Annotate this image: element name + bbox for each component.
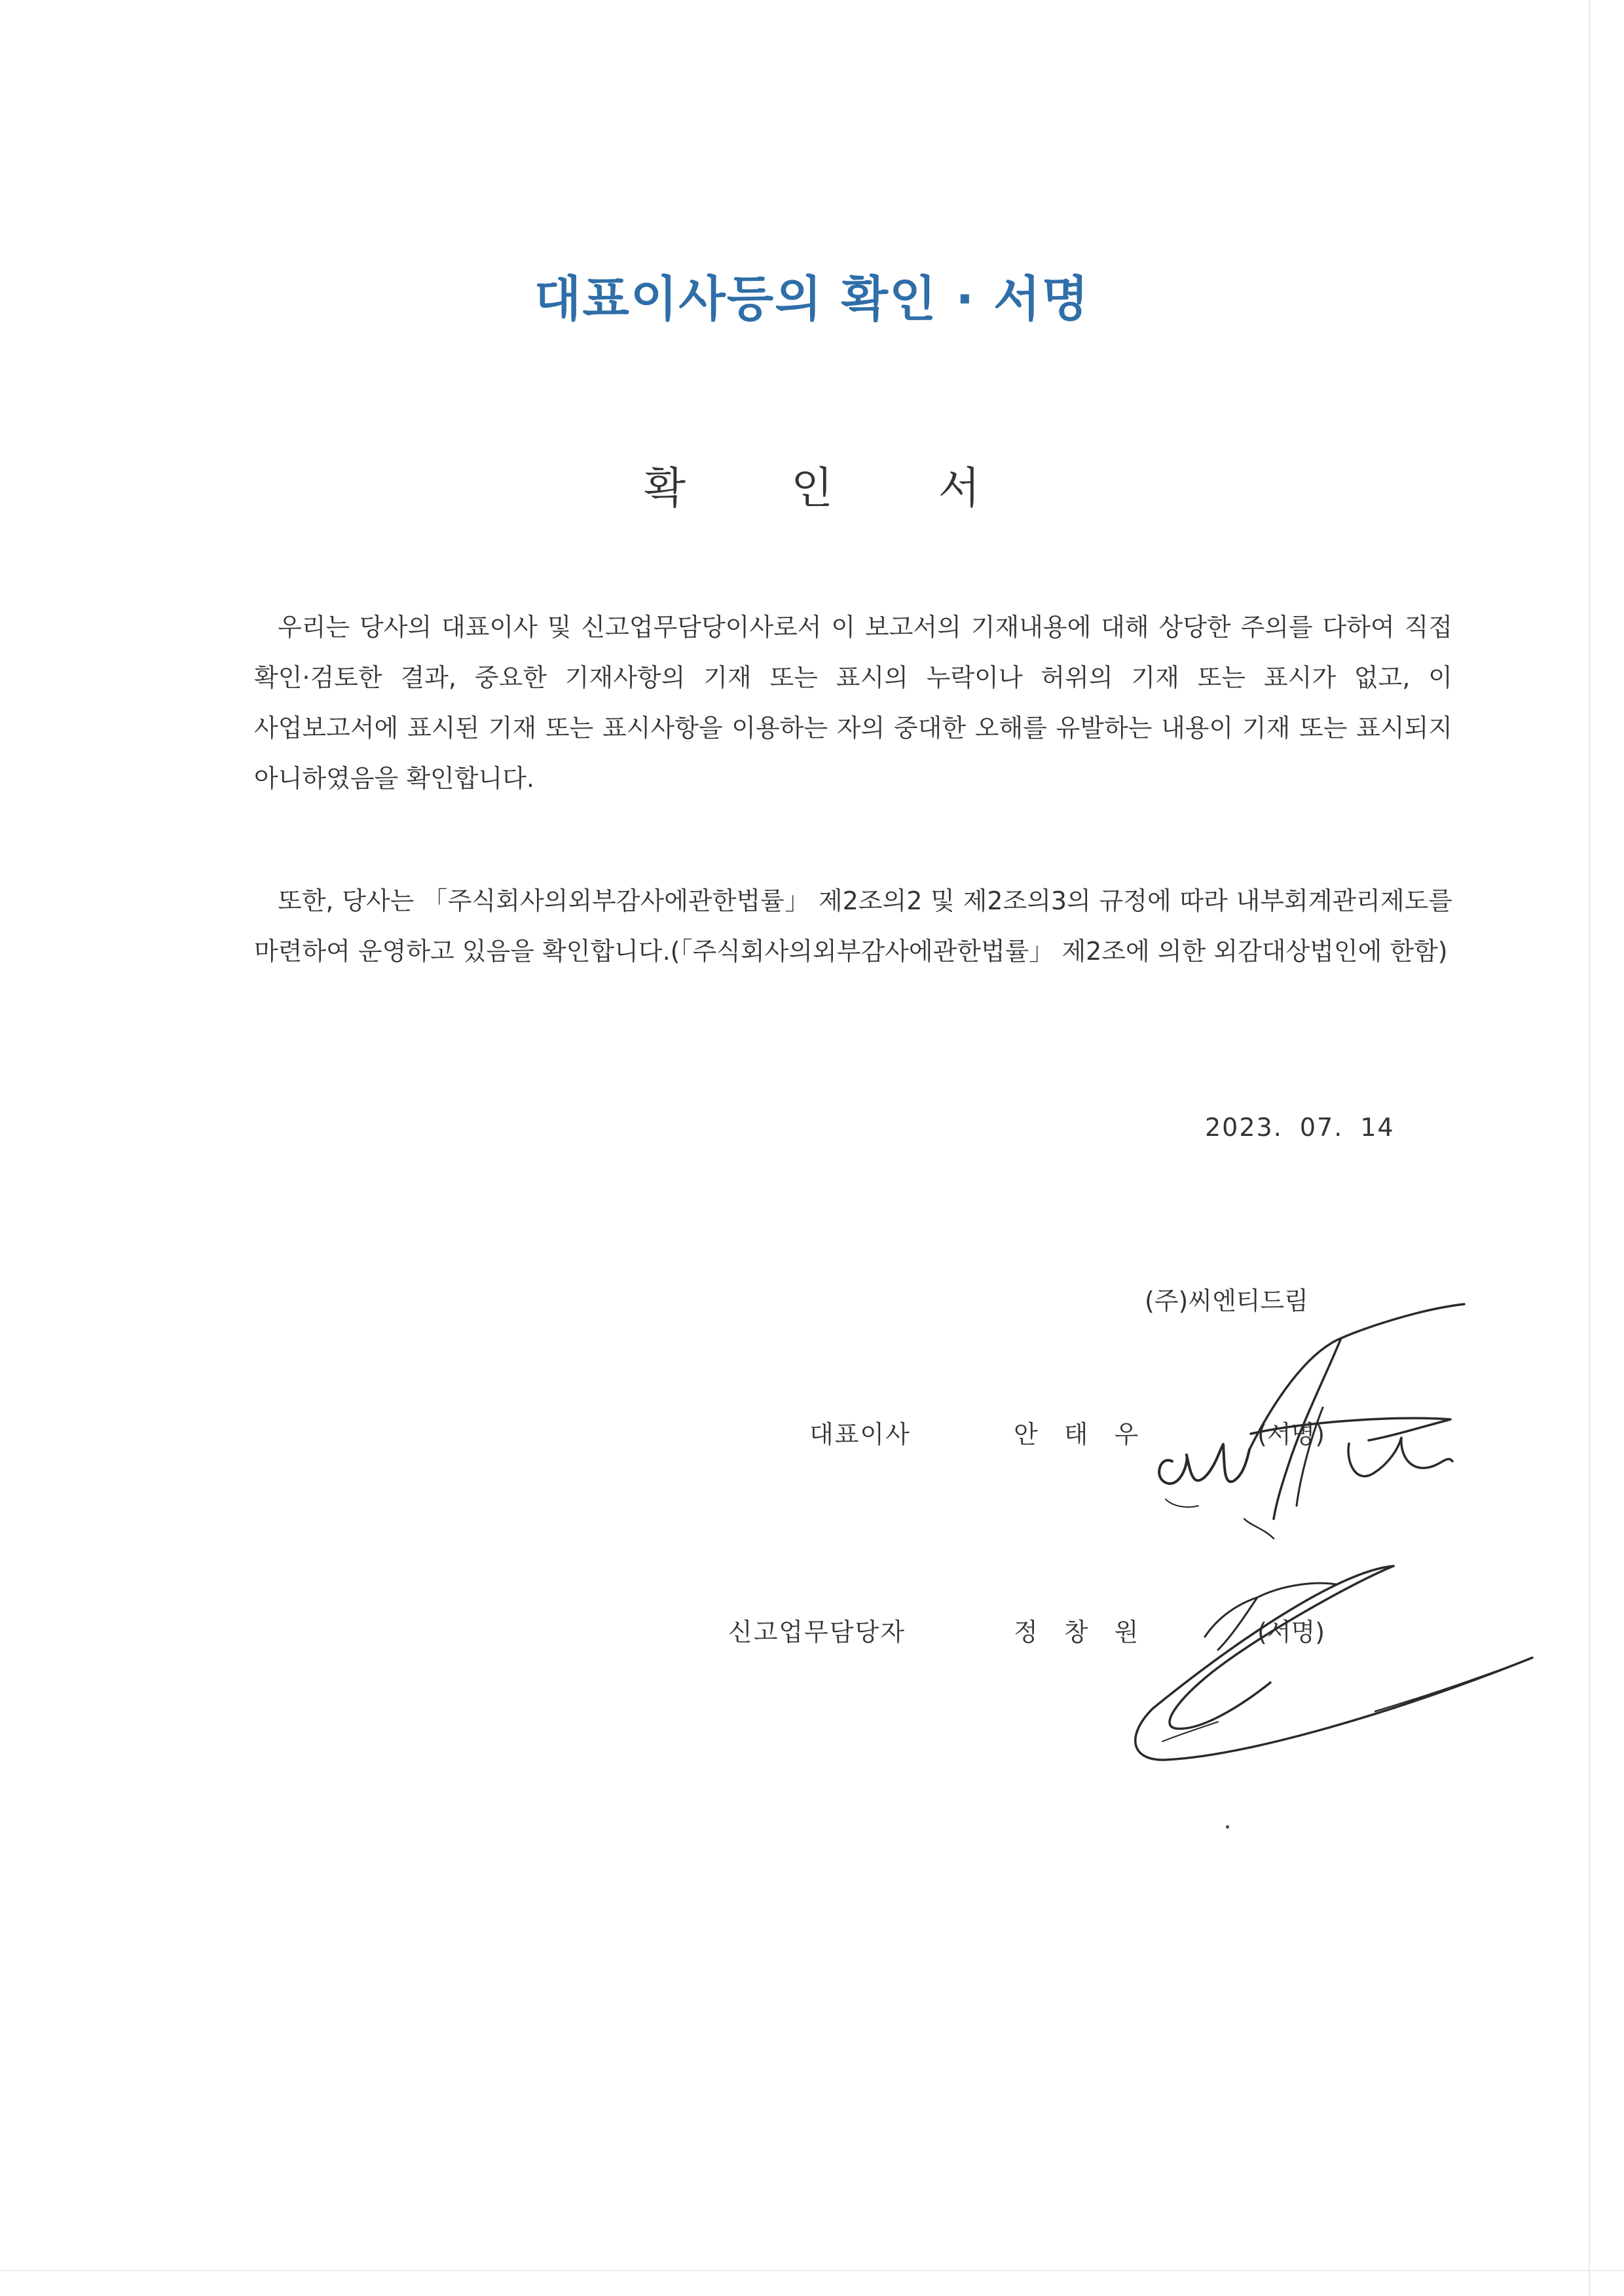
signature-label-ceo: (서명) bbox=[1257, 1420, 1325, 1449]
confirmation-paragraph-1: 우리는 당사의 대표이사 및 신고업무담당이사로서 이 보고서의 기재내용에 대해 상당한 주의를 다하여 직접 확인·검토한 결과, 중요한 기재사항의 기재 또는 표시의 누락이나 허위의 기재 또는 표시가 없고, 이 사업보고서에 표시된 기재 또는 표시사항을 이용하는 자의 중대한 오해를 유발하는 내용이 기재 또는 표시되지 아니하였음을 확인합니다. bbox=[254, 613, 1452, 793]
signature-label-reporting-officer: (서명) bbox=[1257, 1618, 1325, 1647]
scan-edge-right bbox=[1589, 0, 1590, 2296]
confirmation-paragraph-2: 또한, 당사는 「주식회사의외부감사에관한법률」 제2조의2 및 제2조의3의 규정에 따라 내부회계관리제도를 마련하여 운영하고 있음을 확인합니다.(「주식회사의외부감사에관한법률」 제2조에 의한 외감대상법인에 한함) bbox=[254, 886, 1452, 966]
scan-speck bbox=[1226, 1825, 1229, 1829]
signature-reporting-officer bbox=[1135, 1566, 1532, 1760]
scan-edge-bottom bbox=[0, 2270, 1624, 2271]
signatory-name-reporting-officer: 정 창 원 bbox=[1014, 1618, 1148, 1647]
document-title: 대표이사등의 확인 · 서명 bbox=[534, 271, 1090, 327]
signatory-role-reporting-officer: 신고업무담당자 bbox=[728, 1618, 906, 1647]
document-subtitle: 확 인 서 bbox=[644, 463, 1026, 513]
signatory-role-ceo: 대표이사 bbox=[809, 1420, 911, 1449]
company-name: (주)씨엔티드림 bbox=[1145, 1286, 1308, 1315]
signatory-name-ceo: 안 태 우 bbox=[1014, 1420, 1148, 1449]
document-date: 2023. 07. 14 bbox=[1205, 1113, 1395, 1142]
